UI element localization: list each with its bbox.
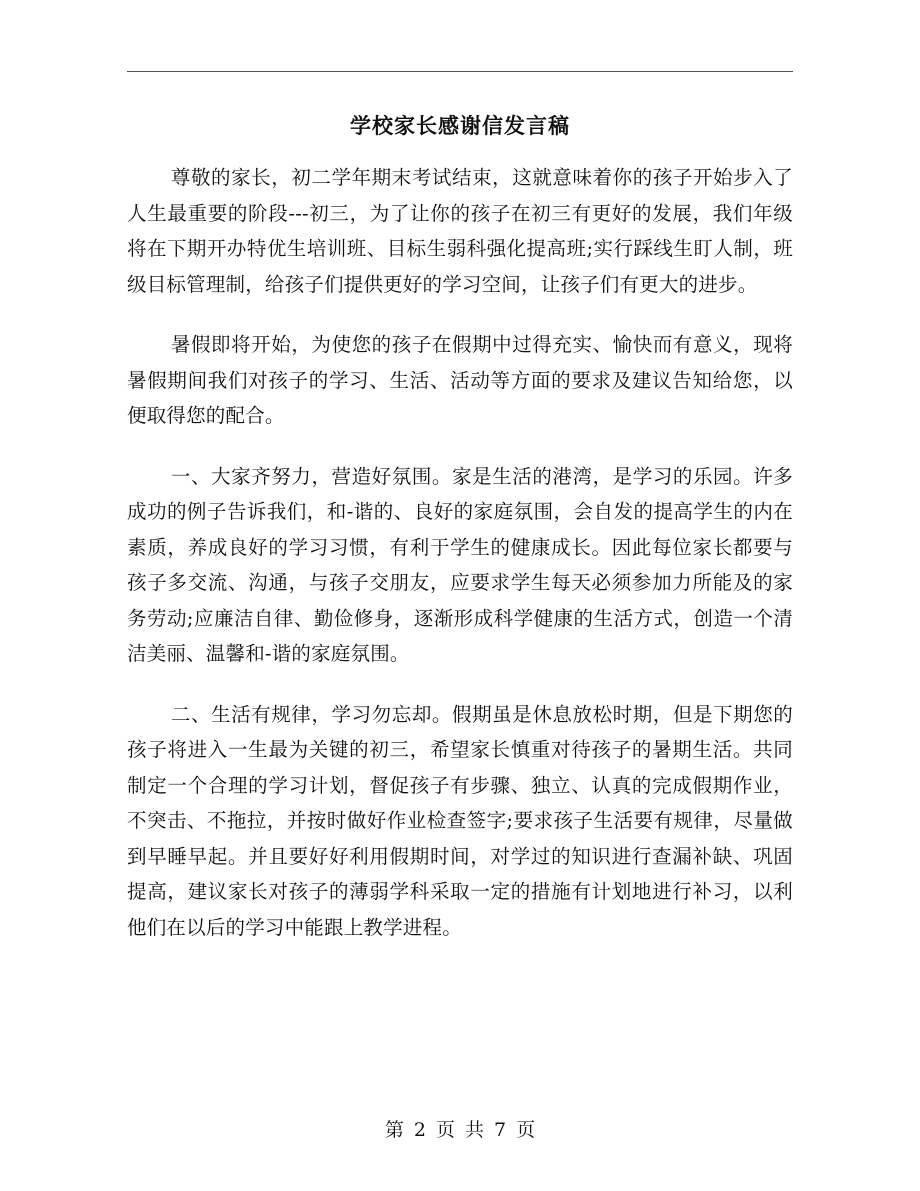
paragraph-summer-intro: 暑假即将开始，为使您的孩子在假期中过得充实、愉快而有意义，现将暑假期间我们对孩子的学习、生活、活动等方面的要求及建议告知给您，以便取得您的配合。 <box>127 333 793 427</box>
document-title: 学校家长感谢信发言稿 <box>350 113 570 138</box>
document-body <box>127 160 793 970</box>
paragraph-section-two: 二、生活有规律，学习勿忘却。假期虽是休息放松时期，但是下期您的孩子将进入一生最为关键的初三，希望家长慎重对待孩子的暑期生活。共同制定一个合理的学习计划，督促孩子有步骤、独立、认真的完成假期作业，不突击、不拖拉，并按时做好作业检查签字;要求孩子生活要有规律，尽量做到早睡早起。并且要好好利用假期时间，对学过的知识进行查漏补缺、巩固提高，建议家长对孩子的薄弱学科采取一定的措施有计划地进行补习，以利他们在以后的学习中能跟上教学进程。 <box>127 702 793 939</box>
page-number: 第 2 页 共 7 页 <box>384 1119 536 1141</box>
header-divider <box>127 71 793 72</box>
paragraph-section-one: 一、大家齐努力，营造好氛围。家是生活的港湾，是学习的乐园。许多成功的例子告诉我们，和-谐的、良好的家庭氛围，会自发的提高学生的内在素质，养成良好的学习习惯，有利于学生的健康成长。因此每位家长都要与孩子多交流、沟通，与孩子交朋友，应要求学生每天必须参加力所能及的家务劳动;应廉洁自律、勤俭修身，逐渐形成科学健康的生活方式，创造一个清洁美丽、温馨和-谐的家庭氛围。 <box>127 464 793 665</box>
paragraph-greeting: 尊敬的家长，初二学年期末考试结束，这就意味着你的孩子开始步入了人生最重要的阶段---初三，为了让你的孩子在初三有更好的发展，我们年级将在下期开办特优生培训班、目标生弱科强化提高班;实行踩线生盯人制，班级目标管理制，给孩子们提供更好的学习空间，让孩子们有更大的进步。 <box>127 166 793 296</box>
